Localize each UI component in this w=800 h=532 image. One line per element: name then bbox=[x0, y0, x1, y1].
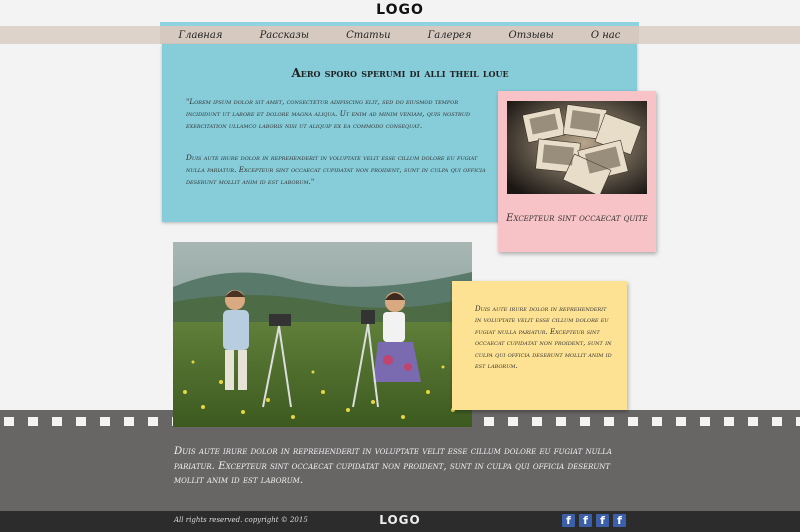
film-strip-text: Duis aute irure dolor in reprehenderit in voluptate velit esse cillum dolore eu fugiat nulla pariatur. Excepteur sint occaecat cupidatat non proident, sunt in culpa qui officia deserunt mollit anim id est laborum. bbox=[174, 445, 612, 486]
film-perforation bbox=[76, 417, 86, 426]
film-perforation bbox=[580, 417, 590, 426]
film-perforation bbox=[532, 417, 542, 426]
film-perforation bbox=[148, 417, 158, 426]
header-logo[interactable]: LOGO bbox=[376, 2, 424, 18]
main-nav bbox=[160, 22, 639, 44]
film-perforation bbox=[100, 417, 110, 426]
film-perforation bbox=[676, 417, 686, 426]
nav-item-about[interactable]: О нас bbox=[590, 29, 621, 41]
yellow-note-text: Duis aute irure dolor in reprehenderit in voluptate velit esse cillum dolore eu fugiat nulla pariatur. Excepteur sint occaecat cupidatat non proident, sunt in culpa qui officia deserunt mollit anim id est laborum. bbox=[475, 305, 612, 371]
nav-item-gallery[interactable]: Галерея bbox=[427, 29, 472, 41]
nav-item-reviews[interactable]: Отзывы bbox=[508, 29, 554, 41]
nav-item-articles[interactable]: Статьи bbox=[346, 29, 391, 41]
nav-item-home[interactable]: Главная bbox=[178, 29, 223, 41]
copyright-text: All rights reserved. copyright © 2015 bbox=[174, 516, 308, 524]
intro-paragraph-2: Duis aute irure dolor in reprehenderit in voluptate velit esse cillum dolore eu fugiat nulla pariatur. Excepteur sint occaecat cupidatat non proident, sunt in culpa qui officia deserunt mollit anim id est laborum." bbox=[186, 153, 486, 186]
film-perforation bbox=[484, 417, 494, 426]
film-perforation bbox=[796, 417, 800, 426]
film-perforation bbox=[724, 417, 734, 426]
footer-logo[interactable]: LOGO bbox=[379, 513, 421, 527]
film-perforation bbox=[700, 417, 710, 426]
film-perforation bbox=[628, 417, 638, 426]
facebook-icon[interactable]: f bbox=[596, 514, 609, 527]
film-perforation bbox=[748, 417, 758, 426]
facebook-icon[interactable]: f bbox=[613, 514, 626, 527]
film-perforation bbox=[4, 417, 14, 426]
children-photo bbox=[173, 242, 472, 427]
nav-item-stories[interactable]: Рассказы bbox=[259, 29, 309, 41]
film-perforation bbox=[28, 417, 38, 426]
film-perforation bbox=[124, 417, 134, 426]
film-perforation bbox=[556, 417, 566, 426]
photo-card-caption: Excepteur sint occaecat quite bbox=[506, 213, 648, 224]
old-photos-image bbox=[507, 101, 647, 194]
film-perforation bbox=[52, 417, 62, 426]
facebook-icon[interactable]: f bbox=[579, 514, 592, 527]
intro-title: Aero sporo sperumi di alli theil loue bbox=[291, 66, 509, 80]
film-perforation bbox=[604, 417, 614, 426]
film-perforation bbox=[508, 417, 518, 426]
facebook-icon[interactable]: f bbox=[562, 514, 575, 527]
intro-paragraph-1: "Lorem ipsum dolor sit amet, consectetur adipiscing elit, sed do eiusmod tempor incididunt ut labore et dolore magna aliqua. Ut enim ad minim veniam, quis nostrud exercitation ullamco laboris nisi ut aliquip ex ea commodo consequat. bbox=[186, 97, 470, 130]
film-perforation bbox=[652, 417, 662, 426]
film-perforation bbox=[772, 417, 782, 426]
